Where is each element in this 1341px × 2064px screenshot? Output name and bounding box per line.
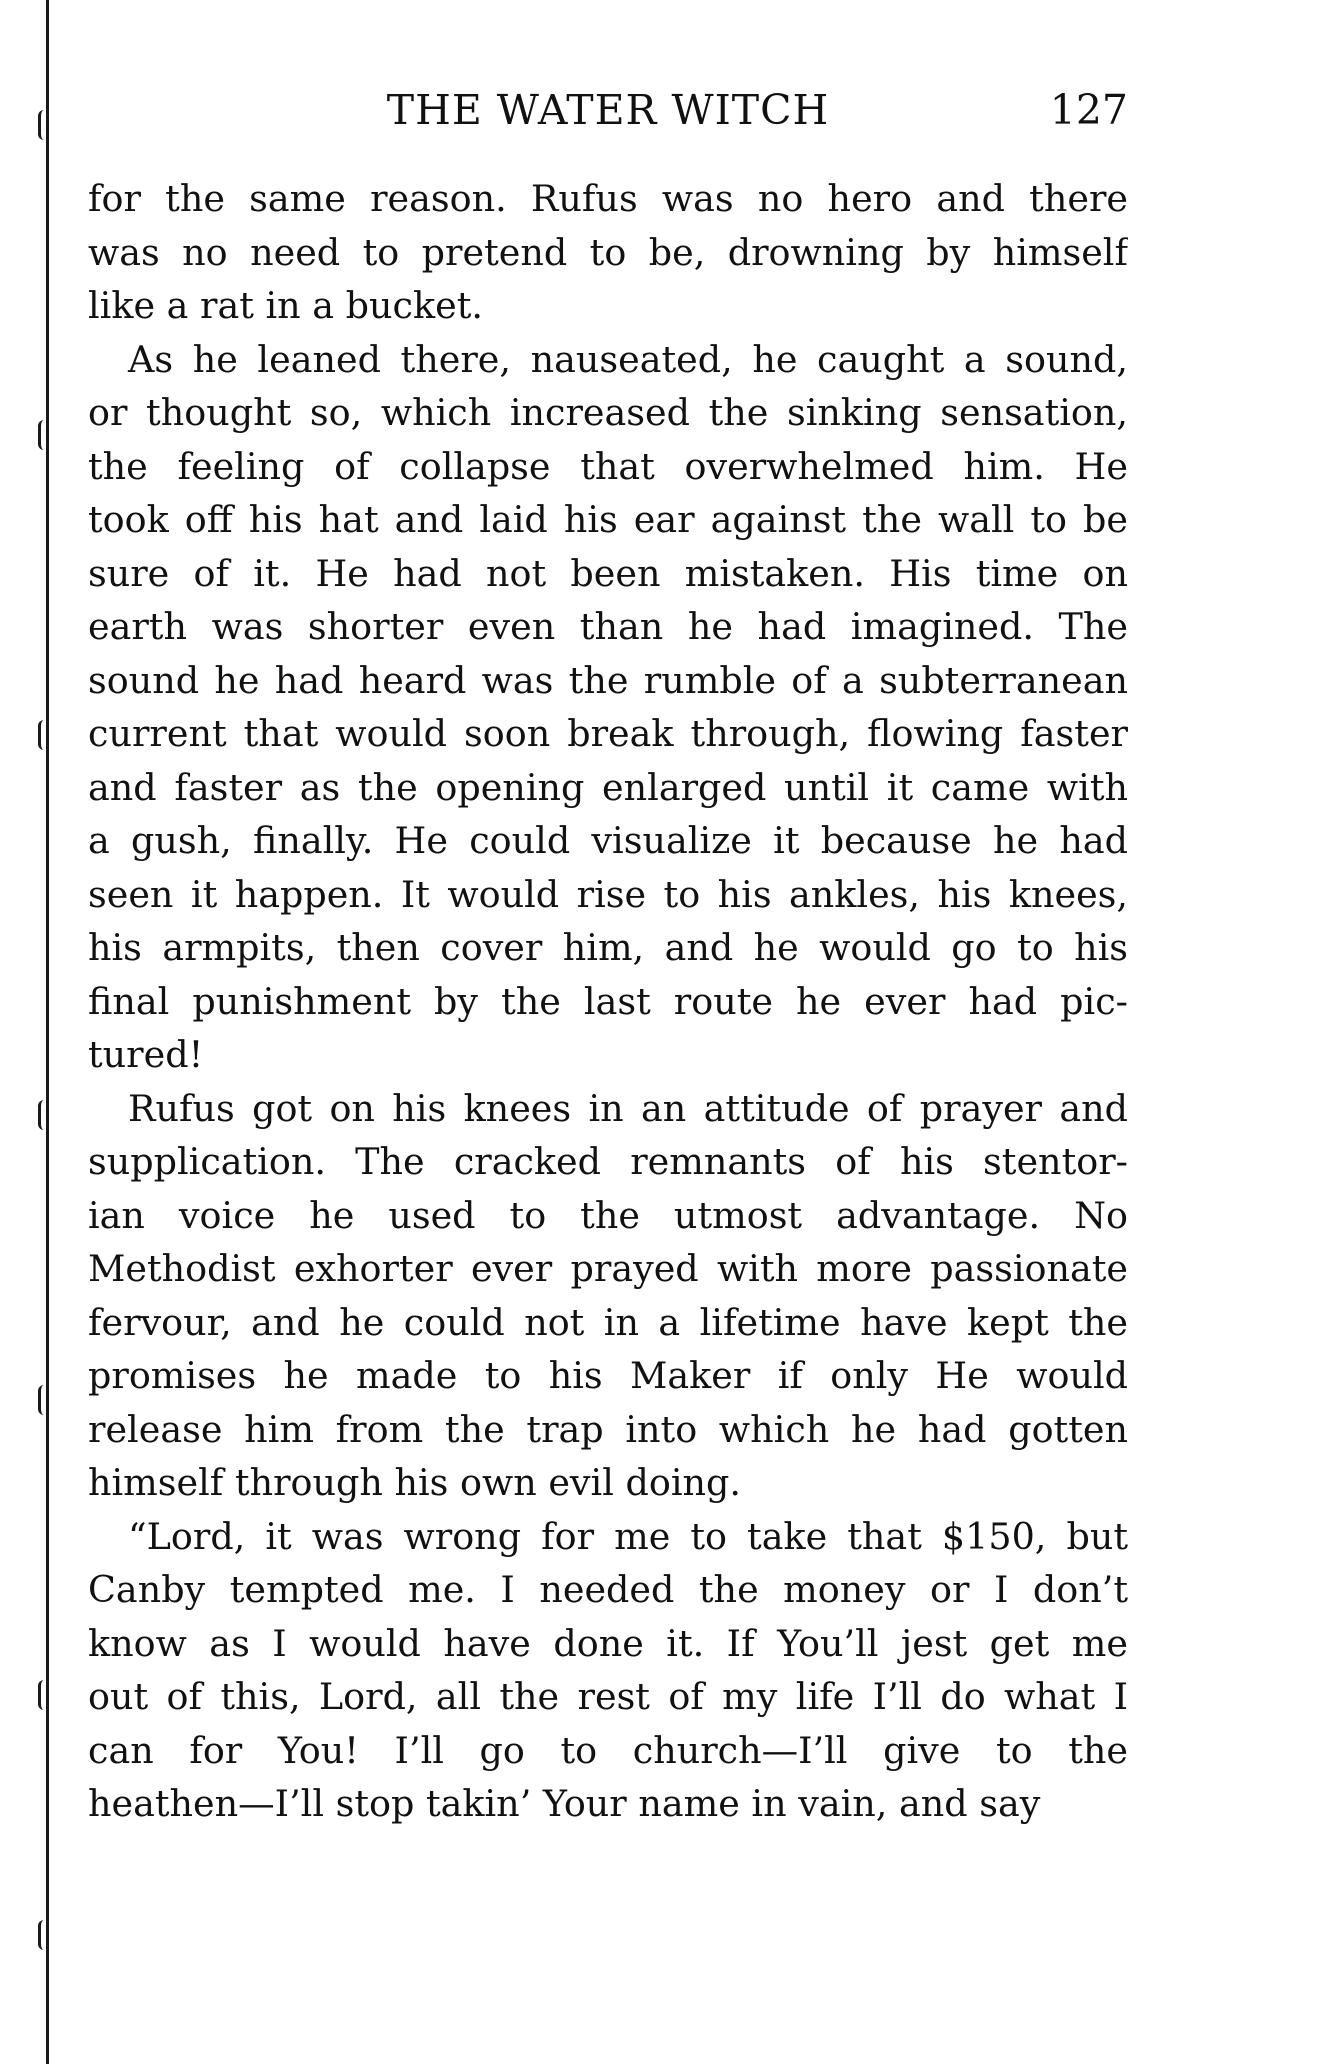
text-line: seen it happen. It would rise to his ankles, his knees, bbox=[88, 872, 1128, 916]
text-line: current that would soon break through, flowing faster bbox=[88, 712, 1128, 755]
text-line: promises he made to his Maker if only He would bbox=[88, 1354, 1128, 1397]
text-line: Methodist exhorter ever prayed with more passionate bbox=[88, 1247, 1128, 1290]
text-line: supplication. The cracked remnants of his stentor- bbox=[88, 1140, 1128, 1183]
text-line: final punishment by the last route he ever had pic- bbox=[88, 979, 1128, 1023]
text-line: release him from the trap into which he had gotten bbox=[88, 1407, 1128, 1451]
binding-edge-line bbox=[46, 0, 49, 2064]
paragraph bbox=[88, 1082, 1128, 1510]
text-line: Canby tempted me. I needed the money or I don’t bbox=[88, 1568, 1128, 1611]
paragraph bbox=[88, 172, 1128, 333]
binding-mark bbox=[38, 110, 51, 140]
binding-mark bbox=[38, 1100, 51, 1130]
binding-mark bbox=[38, 420, 51, 450]
page-header bbox=[88, 86, 1128, 146]
text-line: out of this, Lord, all the rest of my life I’ll do what I bbox=[88, 1675, 1128, 1718]
text-line: Rufus got on his knees in an attitude of prayer and bbox=[128, 1086, 1128, 1130]
binding-mark bbox=[38, 1920, 51, 1950]
text-line: or thought so, which increased the sinking sensation, bbox=[88, 391, 1128, 434]
body-text bbox=[88, 172, 1128, 1831]
text-line: can for You! I’ll go to church—I’ll give to the bbox=[88, 1728, 1128, 1772]
text-line: fervour, and he could not in a lifetime have kept the bbox=[88, 1300, 1128, 1344]
paragraph bbox=[88, 333, 1128, 1082]
text-line: As he leaned there, nauseated, he caught a sound, bbox=[128, 337, 1128, 381]
text-line: and faster as the opening enlarged until it came with bbox=[88, 765, 1128, 809]
paragraph bbox=[88, 1510, 1128, 1831]
text-line: the feeling of collapse that overwhelmed him. He bbox=[88, 444, 1128, 488]
binding-gutter bbox=[0, 0, 70, 2064]
text-line: for the same reason. Rufus was no hero and there bbox=[88, 177, 1128, 220]
page-number: 127 bbox=[1049, 86, 1128, 134]
text-line: ian voice he used to the utmost advantage. No bbox=[88, 1193, 1128, 1237]
text-line: sound he had heard was the rumble of a subterranean bbox=[88, 658, 1128, 702]
text-line: sure of it. He had not been mistaken. His time on bbox=[88, 551, 1128, 595]
text-line: took off his hat and laid his ear against the wall to be bbox=[88, 498, 1128, 541]
text-line: tured! bbox=[88, 1033, 204, 1076]
running-title: THE WATER WITCH bbox=[386, 86, 830, 134]
text-line: earth was shorter even than he had imagined. The bbox=[88, 605, 1128, 648]
text-line: know as I would have done it. If You’ll jest get me bbox=[88, 1621, 1128, 1665]
binding-mark bbox=[38, 1680, 51, 1710]
text-line: a gush, finally. He could visualize it because he had bbox=[88, 819, 1128, 862]
binding-mark bbox=[38, 1385, 51, 1415]
binding-mark bbox=[38, 720, 51, 750]
text-line: heathen—I’ll stop takin’ Your name in vain, and say bbox=[88, 1782, 1041, 1825]
text-line: his armpits, then cover him, and he would go to his bbox=[88, 926, 1128, 969]
text-line: “Lord, it was wrong for me to take that $150, but bbox=[128, 1514, 1128, 1558]
text-line: was no need to pretend to be, drowning by himself bbox=[88, 230, 1128, 274]
text-line: like a rat in a bucket. bbox=[88, 284, 483, 327]
text-line: himself through his own evil doing. bbox=[88, 1461, 741, 1504]
